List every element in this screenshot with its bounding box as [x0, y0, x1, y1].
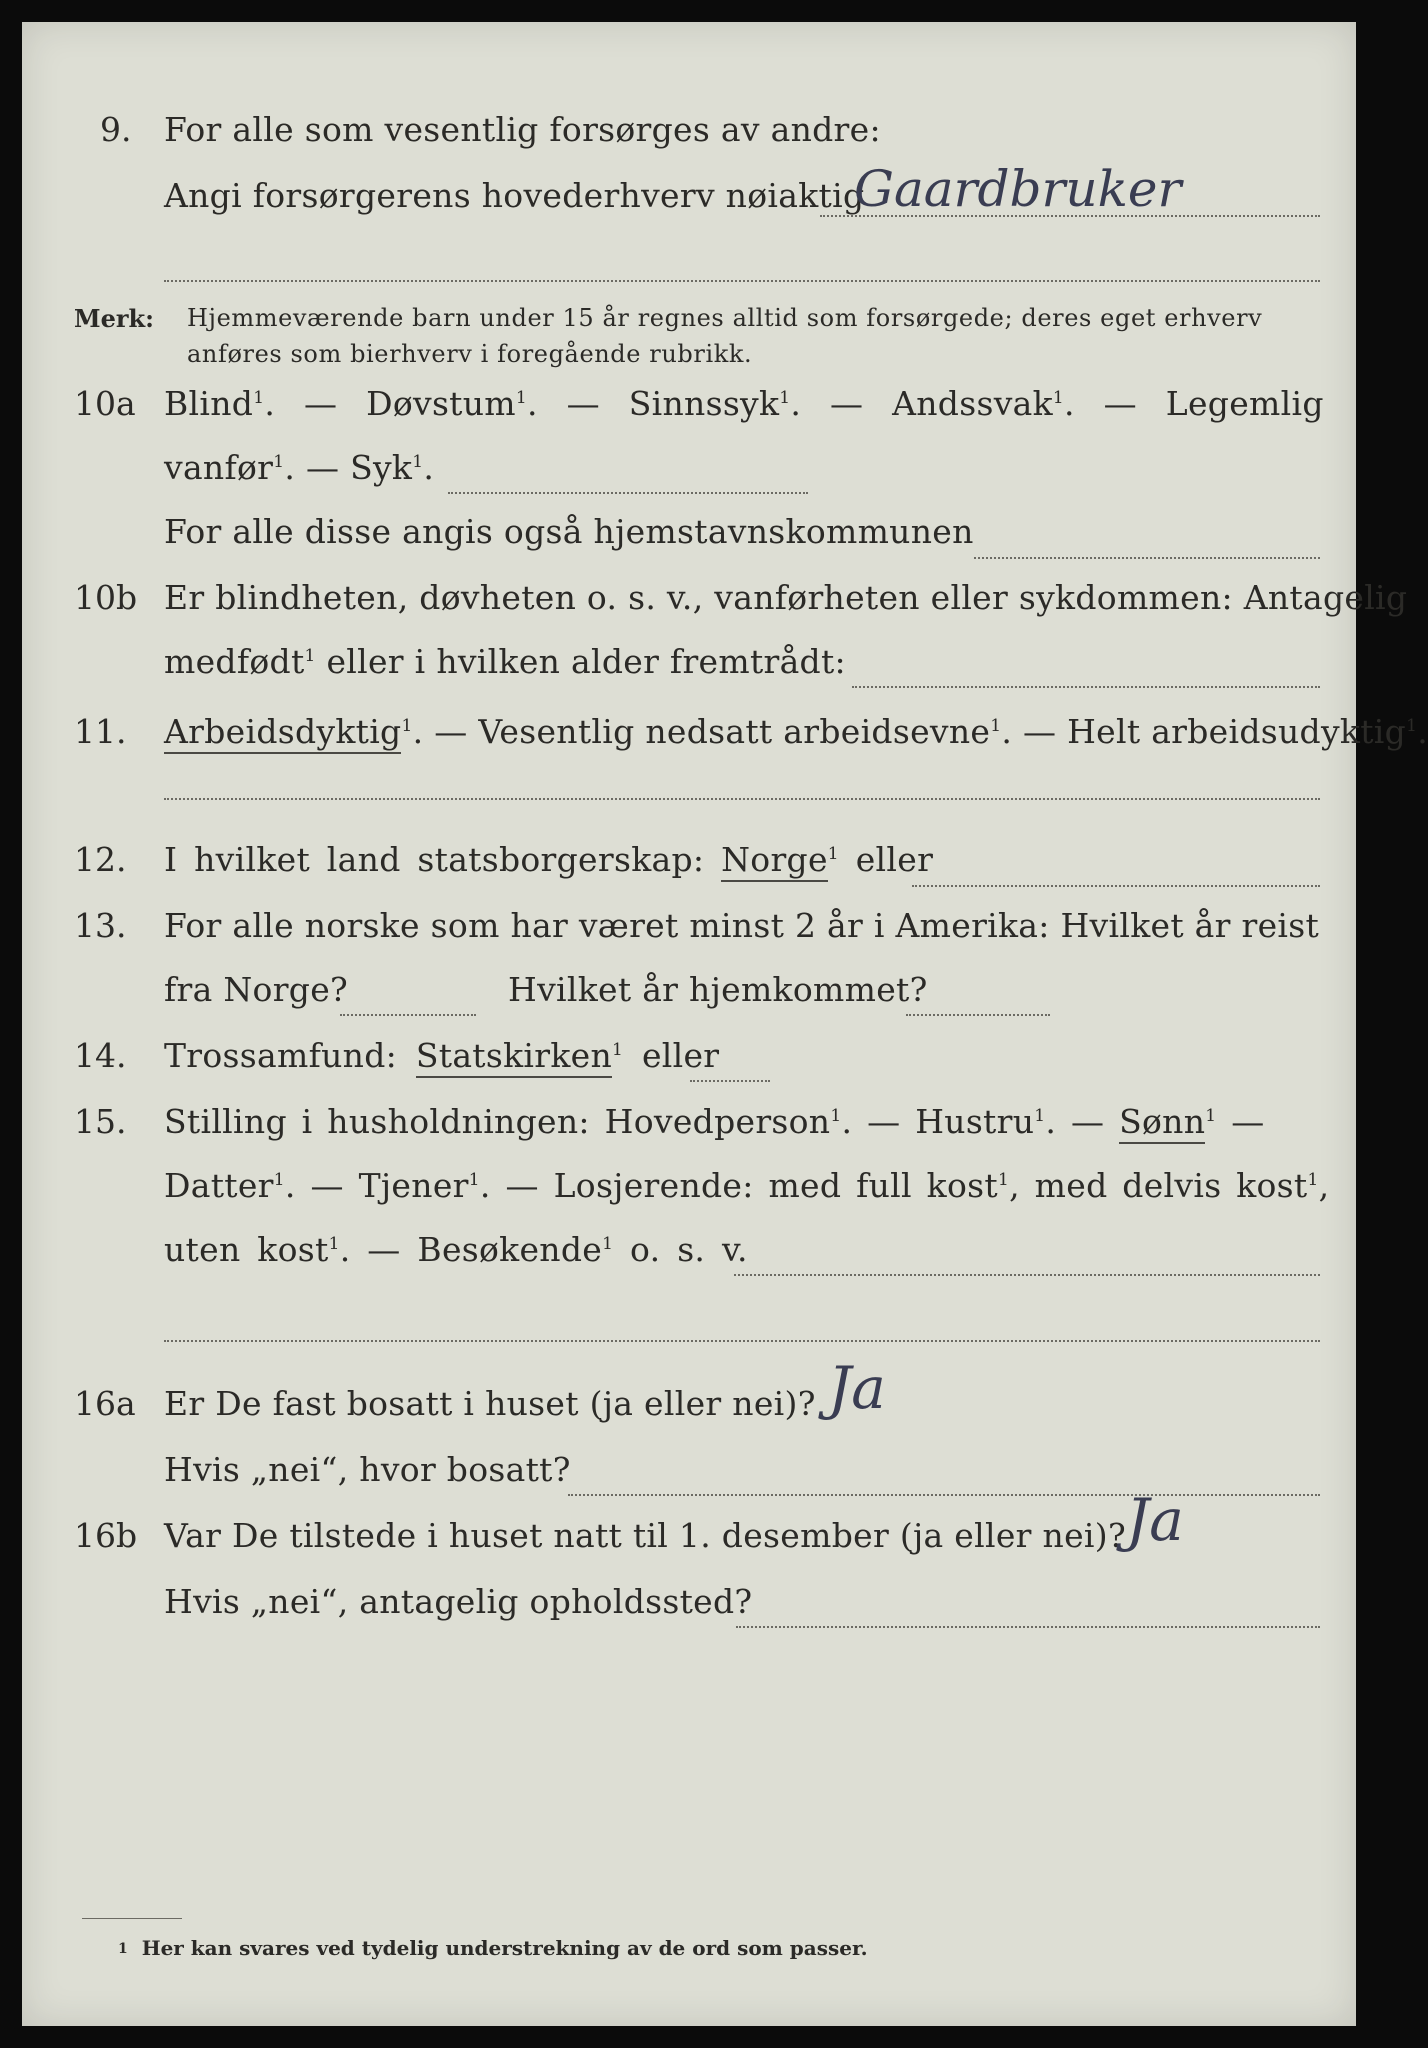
q12-dots [912, 885, 1320, 887]
q10a-line3: For alle disse angis også hjemstavnskommunen [164, 512, 974, 551]
q15-line3: uten kost$^1$. — Besøkende$^1$ o. s. v. [164, 1230, 748, 1269]
q11-line1: Arbeidsdyktig$^1$. — Vesentlig nedsatt arbeidsevne$^1$. — Helt arbeidsudyktig$^1$. [164, 712, 1428, 751]
q15-opt-delvis-kost: med delvis kost [1034, 1166, 1308, 1205]
q15-opt-hustru: Hustru [915, 1102, 1035, 1141]
q10a-opt-vanfor: vanfør [164, 448, 274, 487]
q10a-opt-legemlig: Legemlig [1165, 384, 1324, 423]
footnote-rule [82, 1918, 182, 1919]
census-form-page [22, 22, 1428, 2026]
q16a-line1: Er De fast bosatt i huset (ja eller nei)? [164, 1384, 816, 1423]
q11-number: 11. [74, 712, 127, 751]
q15-line2: Datter$^1$. — Tjener$^1$. — Losjerende: med full kost$^1$, med delvis kost$^1$, [164, 1166, 1330, 1205]
q16b-line2: Hvis „nei“, antagelig opholdssted? [164, 1582, 753, 1621]
q10a-opt-sinnssyk: Sinnssyk [628, 384, 780, 423]
q15-opt-besokende: Besøkende [417, 1230, 603, 1269]
q15-line1: Stilling i husholdningen: Hovedperson$^1$. — Hustru$^1$. — Sønn$^1$ — [164, 1102, 1265, 1141]
q14-opt-statskirken: Statskirken [416, 1036, 612, 1078]
q16b-number: 16b [74, 1516, 138, 1555]
q12-opt-norge: Norge [721, 840, 828, 882]
q16b-line1: Var De tilstede i huset natt til 1. desember (ja eller nei)? [164, 1516, 1126, 1555]
q11-opt-udyktig: Helt arbeidsudyktig [1067, 712, 1407, 751]
q14-dots [690, 1080, 770, 1082]
q15-opt-tjener: Tjener [358, 1166, 469, 1205]
q11-opt-nedsatt: Vesentlig nedsatt arbeidsevne [478, 712, 991, 751]
q15-dots [734, 1274, 1320, 1276]
q13-year-right-dots [906, 1014, 1050, 1016]
q16a-dots [568, 1494, 1320, 1496]
q13-year-left-dots [340, 1014, 476, 1016]
q16a-line2: Hvis „nei“, hvor bosatt? [164, 1450, 571, 1489]
q16a-handwritten-answer: Ja [828, 1354, 886, 1422]
q12-number: 12. [74, 840, 127, 879]
q14-number: 14. [74, 1036, 127, 1075]
q15-opt-sonn: Sønn [1119, 1102, 1205, 1144]
q16b-handwritten-answer: Ja [1126, 1486, 1184, 1554]
q11-extra-line [164, 798, 1320, 800]
q15-number: 15. [74, 1102, 127, 1141]
q10b-line2-rest: eller i hvilken alder fremtrådt: [326, 642, 846, 681]
q10a-line2-dots [448, 492, 808, 494]
footnote-text: Her kan svares ved tydelig understrekning av de ord som passer. [141, 1936, 868, 1960]
q15-opt-uten-kost: uten kost [164, 1230, 329, 1269]
q9-line1: For alle som vesentlig forsørges av andre: [164, 110, 881, 149]
q13-number: 13. [74, 906, 127, 945]
q10a-opt-syk: Syk [350, 448, 413, 487]
q15-opt-hovedperson: Hovedperson [604, 1102, 831, 1141]
q11-opt-arbeidsdyktig: Arbeidsdyktig [164, 712, 401, 754]
q13-line2b: Hvilket år hjemkommet? [508, 970, 928, 1009]
q16b-dots [736, 1626, 1320, 1628]
q10a-line1: Blind$^1$. — Døvstum$^1$. — Sinnssyk$^1$. — Andssvak$^1$. — Legemlig [164, 384, 1324, 423]
q9-extra-line [164, 280, 1320, 282]
footnote: 1 Her kan svares ved tydelig understrekning av de ord som passer. [118, 1936, 868, 1960]
q15-opt-losjerende: Losjerende: [553, 1166, 754, 1205]
merk-label: Merk: [74, 304, 154, 333]
q10a-opt-andssvak: Andssvak [892, 384, 1053, 423]
q15-opt-full-kost: med full kost [768, 1166, 998, 1205]
q10a-number: 10a [74, 384, 136, 423]
merk-line1: Hjemmeværende barn under 15 år regnes alltid som forsørgede; deres eget erhverv [187, 304, 1263, 332]
q13-line1: For alle norske som har været minst 2 år i Amerika: Hvilket år reist [164, 906, 1320, 945]
q9-line2: Angi forsørgerens hovederhverv nøiaktig [164, 176, 865, 215]
q10a-opt-dovstum: Døvstum [366, 384, 516, 423]
q10b-line2: medfødt$^1$ eller i hvilken alder fremtrådt: [164, 642, 846, 681]
q15-opt-datter: Datter [164, 1166, 274, 1205]
q10a-line3-dots [974, 557, 1320, 559]
q10b-line2-dots [852, 686, 1320, 688]
q10b-line1: Er blindheten, døvheten o. s. v., vanførheten eller sykdommen: Antagelig [164, 578, 1408, 617]
q13-line2a: fra Norge? [164, 970, 349, 1009]
q16a-number: 16a [74, 1384, 136, 1423]
q9-number: 9. [100, 110, 132, 149]
q10b-number: 10b [74, 578, 138, 617]
q9-handwritten-answer: Gaardbruker [854, 160, 1182, 218]
merk-line2: anføres som bierhverv i foregående rubrikk. [187, 340, 753, 368]
q10a-opt-blind: Blind [164, 384, 254, 423]
q15-extra-line [164, 1340, 1320, 1342]
q12-line1: I hvilket land statsborgerskap: Norge$^1$ eller [164, 840, 933, 879]
q10a-line2: vanfør$^1$. — Syk$^1$. [164, 448, 435, 487]
q14-line1: Trossamfund: Statskirken$^1$ eller [164, 1036, 719, 1075]
q10b-opt-medfodt: medfødt [164, 642, 305, 681]
